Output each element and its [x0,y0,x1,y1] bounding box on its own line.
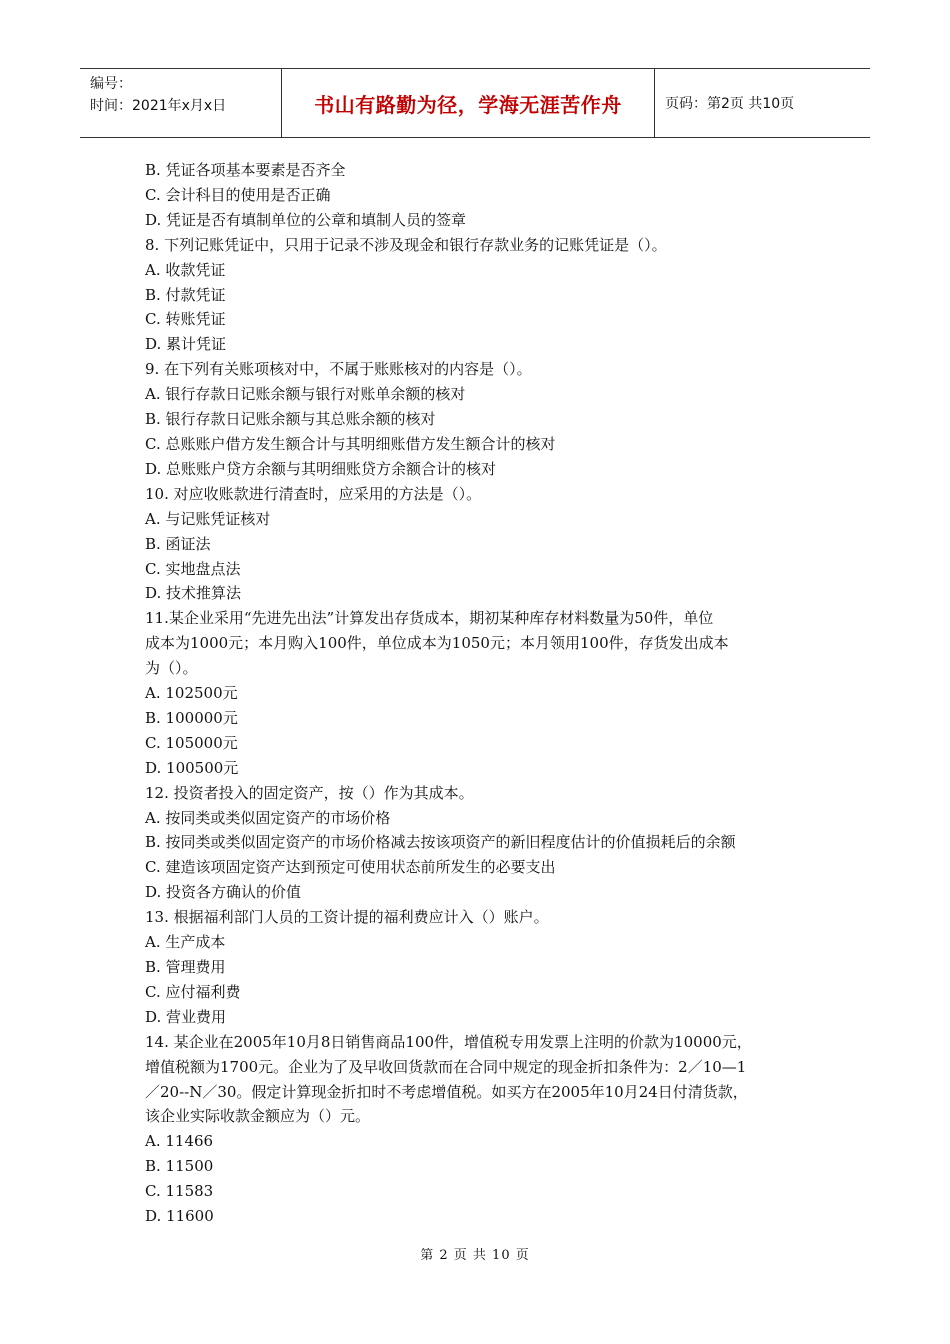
document-number-label: 编号： [90,76,132,92]
text-line: B. 付款凭证 [145,285,226,304]
text-line: B. 100000元 [145,708,238,727]
text-line: 增值税额为1700元。企业为了及早收回货款而在合同中规定的现金折扣条件为：2／10—1 [145,1057,747,1076]
question-body [145,158,810,1229]
text-line: C. 11583 [145,1182,214,1201]
text-line: 14. 某企业在2005年10月8日销售商品100件，增值税专用发票上注明的价款为10000元， [145,1032,752,1051]
text-line: D. 累计凭证 [145,335,227,354]
text-line: ／20--N／30。假定计算现金折扣时不考虑增值税。如买方在2005年10月24日付清货款， [145,1082,748,1101]
text-line: A. 与记账凭证核对 [145,509,271,528]
text-line: D. 11600 [145,1207,214,1226]
text-line: D. 凭证是否有填制单位的公章和填制人员的签章 [145,210,467,229]
text-line: C. 会计科目的使用是否正确 [145,185,331,204]
text-line: B. 11500 [145,1157,214,1176]
text-line: 10. 对应收账款进行清查时，应采用的方法是（）。 [145,484,482,503]
text-line: A. 102500元 [145,684,238,703]
text-line: 成本为1000元；本月购入100件，单位成本为1050元；本月领用100件，存货发出成本 [145,634,729,653]
header-page-info: 页码：第2页 共10页 [665,96,795,112]
text-line: D. 营业费用 [145,1007,227,1026]
text-line: 12. 投资者投入的固定资产，按（）作为其成本。 [145,783,474,802]
text-line: 该企业实际收款金额应为（）元。 [145,1107,371,1126]
text-line: B. 银行存款日记账余额与其总账余额的核对 [145,410,436,429]
text-line: 为（）。 [145,659,198,678]
text-line: C. 总账账户借方发生额合计与其明细账借方发生额合计的核对 [145,434,556,453]
text-line: D. 技术推算法 [145,584,242,603]
text-line: 9. 在下列有关账项核对中，不属于账账核对的内容是（）。 [145,360,532,379]
text-line: D. 100500元 [145,758,239,777]
header-motto: 书山有路勤为径，学海无涯苦作舟 [282,69,655,137]
text-line: 8. 下列记账凭证中，只用于记录不涉及现金和银行存款业务的记账凭证是（）。 [145,235,667,254]
text-line: C. 应付福利费 [145,982,241,1001]
text-line: A. 生产成本 [145,933,226,952]
text-line: C. 转账凭证 [145,310,226,329]
text-line: D. 总账账户贷方余额与其明细账贷方余额合计的核对 [145,459,497,478]
page-footer: 第 2 页 共 10 页 [420,1248,530,1263]
text-line: B. 函证法 [145,534,211,553]
page-header [80,68,870,138]
header-meta [80,69,282,137]
text-line: B. 按同类或类似固定资产的市场价格减去按该项资产的新旧程度估计的价值损耗后的余额 [145,833,736,852]
text-line: C. 实地盘点法 [145,559,241,578]
text-line: 11.某企业采用“先进先出法”计算发出存货成本，期初某种库存材料数量为50件，单位 [145,609,714,628]
text-line: A. 银行存款日记账余额与银行对账单余额的核对 [145,385,466,404]
text-line: B. 凭证各项基本要素是否齐全 [145,161,346,179]
text-line: D. 投资各方确认的价值 [145,883,302,902]
text-line: C. 建造该项固定资产达到预定可使用状态前所发生的必要支出 [145,858,556,877]
text-line: B. 管理费用 [145,958,226,976]
text-line: A. 11466 [145,1132,214,1151]
text-line: A. 按同类或类似固定资产的市场价格 [145,808,391,827]
text-line: C. 105000元 [145,733,238,752]
text-line: A. 收款凭证 [145,260,226,279]
document-date: 时间：2021年x月x日 [90,98,227,114]
text-line: 13. 根据福利部门人员的工资计提的福利费应计入（）账户。 [145,908,549,927]
